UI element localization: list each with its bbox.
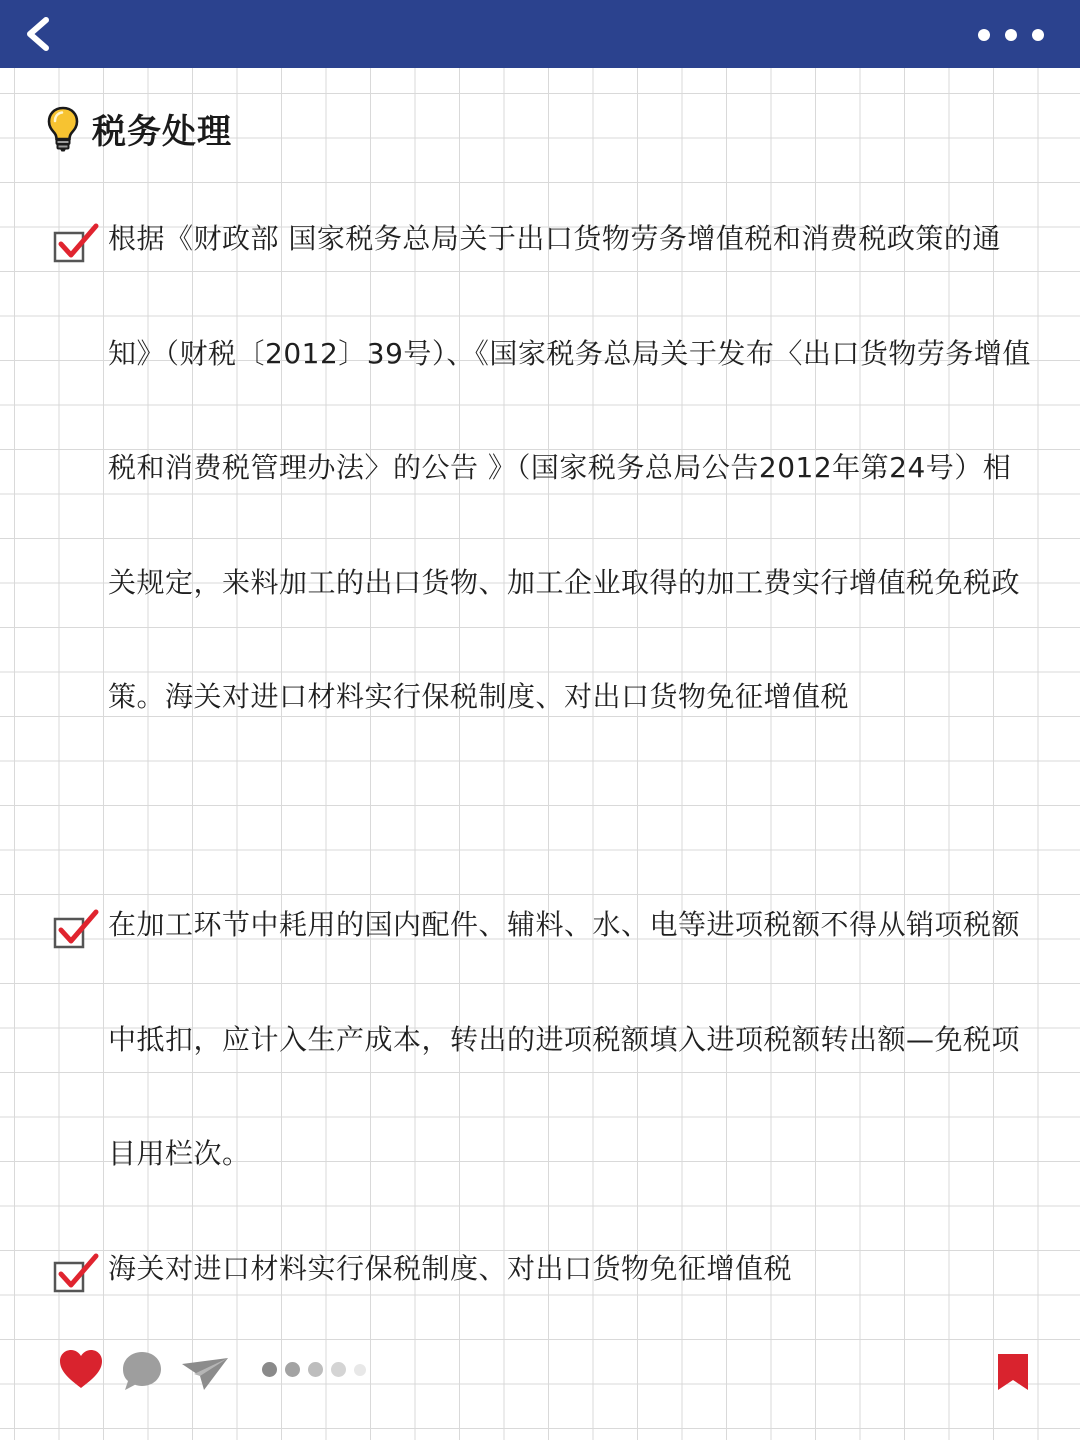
chevron-left-icon	[20, 14, 60, 54]
paper-plane-icon[interactable]	[180, 1354, 230, 1392]
pager-dot	[354, 1364, 366, 1376]
image-pager	[262, 1362, 366, 1377]
pager-dot	[285, 1362, 300, 1377]
heart-icon[interactable]	[58, 1348, 104, 1390]
checkbox-checked-icon	[52, 222, 100, 268]
more-options-button[interactable]	[978, 26, 1044, 44]
section-title: 税务处理	[92, 112, 232, 152]
pager-dot	[308, 1362, 323, 1377]
top-navigation-bar	[0, 0, 1080, 68]
more-dots-icon	[978, 29, 990, 41]
comment-bubble-icon[interactable]	[120, 1350, 164, 1392]
bookmark-icon[interactable]	[996, 1352, 1030, 1392]
item-text: 根据《财政部 国家税务总局关于出口货物劳务增值税和消费税政策的通知》（财税〔2012〕39号）、《国家税务总局关于发布〈出口货物劳务增值税和消费税管理办法〉的公告 》（国家税务总局公告2012年第24号）相关规定，来料加工的出口货物、加工企业取得的加工费实行增值税免税政策。海关对进口材料实行保税制度、对出口货物免征增值税	[108, 222, 1031, 713]
pager-dot	[331, 1362, 346, 1377]
checkbox-checked-icon	[52, 1252, 100, 1298]
section-heading	[46, 104, 232, 153]
back-button[interactable]	[20, 14, 60, 54]
item-text: 在加工环节中耗用的国内配件、辅料、水、电等进项税额不得从销项税额中抵扣，应计入生产成本，转出的进项税额填入进项税额转出额—免税项目用栏次。	[108, 908, 1021, 1170]
checkbox-checked-icon	[52, 908, 100, 954]
pager-dot	[262, 1362, 277, 1377]
item-text: 海关对进口材料实行保税制度、对出口货物免征增值税	[108, 1252, 793, 1285]
lightbulb-icon	[46, 105, 80, 153]
bottom-action-bar	[0, 1340, 1080, 1410]
